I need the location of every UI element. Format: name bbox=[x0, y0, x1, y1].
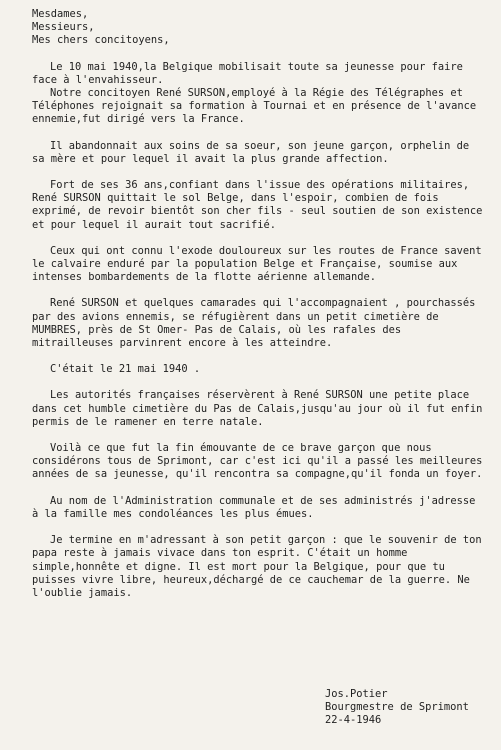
salutation bbox=[32, 8, 487, 48]
salutation-line: Mes chers concitoyens, bbox=[32, 34, 170, 47]
paragraph: Fort de ses 36 ans,confiant dans l'issue des opérations militaires, René SURSON quittait le sol Belge, dans l'espoir, combien de fois exprimé, de revoir bientôt son cher fils - seul soutien de son existence et pour lequel il aurait tout sacrifié. bbox=[32, 179, 483, 231]
paragraph: Notre concitoyen René SURSON,employé à la Régie des Télégraphes et Téléphones rejoignait sa formation à Tournai et en présence de l'avance ennemie,fut dirigé vers la France. bbox=[32, 87, 477, 126]
paragraph: Il abandonnait aux soins de sa soeur, son jeune garçon, orphelin de sa mère et pour lequel il avait la plus grande affection. bbox=[32, 139, 470, 165]
paragraph: René SURSON et quelques camarades qui l'accompagnaient , pourchassés par des avions ennemis, se réfugièrent dans un petit cimetière de MUMBRES, près de St Omer- Pas de Calais, où les rafales des mitrailleuses parvinrent encore à les atteindre. bbox=[32, 297, 476, 350]
paragraph: Voilà ce que fut la fin émouvante de ce brave garçon que nous considérons tous de Sprimont, car c'est ici qu'il a passé les meilleures années de sa jeunesse, qu'il rencontra sa compagne,qu'il fonda un foyer. bbox=[32, 442, 483, 481]
signature-date: 22-4-1946 bbox=[325, 714, 382, 727]
signature-block bbox=[325, 688, 469, 728]
paragraph: Au nom de l'Administration communale et de ses administrés j'adresse à la famille mes condoléances les plus émues. bbox=[32, 494, 476, 520]
paragraph: Ceux qui ont connu l'exode douloureux sur les routes de France savent le calvaire enduré par la population Belge et Française, soumise aux intenses bombardements de la flotte aérienne allemande. bbox=[32, 244, 482, 284]
salutation-line: Mesdames, bbox=[32, 8, 89, 20]
signatory-name: Jos.Potier bbox=[325, 688, 388, 700]
salutation-line: Messieurs, bbox=[32, 21, 95, 34]
paragraph: Le 10 mai 1940,la Belgique mobilisait toute sa jeunesse pour faire face à l'envahisseur. bbox=[32, 60, 463, 86]
signatory-title: Bourgmestre de Sprimont bbox=[325, 701, 469, 714]
date-line: C'était le 21 mai 1940 . bbox=[50, 363, 201, 376]
paragraph: Je termine en m'adressant à son petit garçon : que le souvenir de ton papa reste à jamais vivace dans ton esprit. C'était un homme simple,honnête et digne. Il est mort pour la Belgique, pour que tu puisses vivre libre, heureux,déchargé de ce cauchemar de la guerre. Ne l'oublie jamais. bbox=[32, 534, 482, 599]
paragraph: Les autorités françaises réservèrent à René SURSON une petite place dans cet humble cimetière du Pas de Calais,jusqu'au jour où il fut enfin permis de le ramener en terre natale. bbox=[32, 389, 483, 428]
